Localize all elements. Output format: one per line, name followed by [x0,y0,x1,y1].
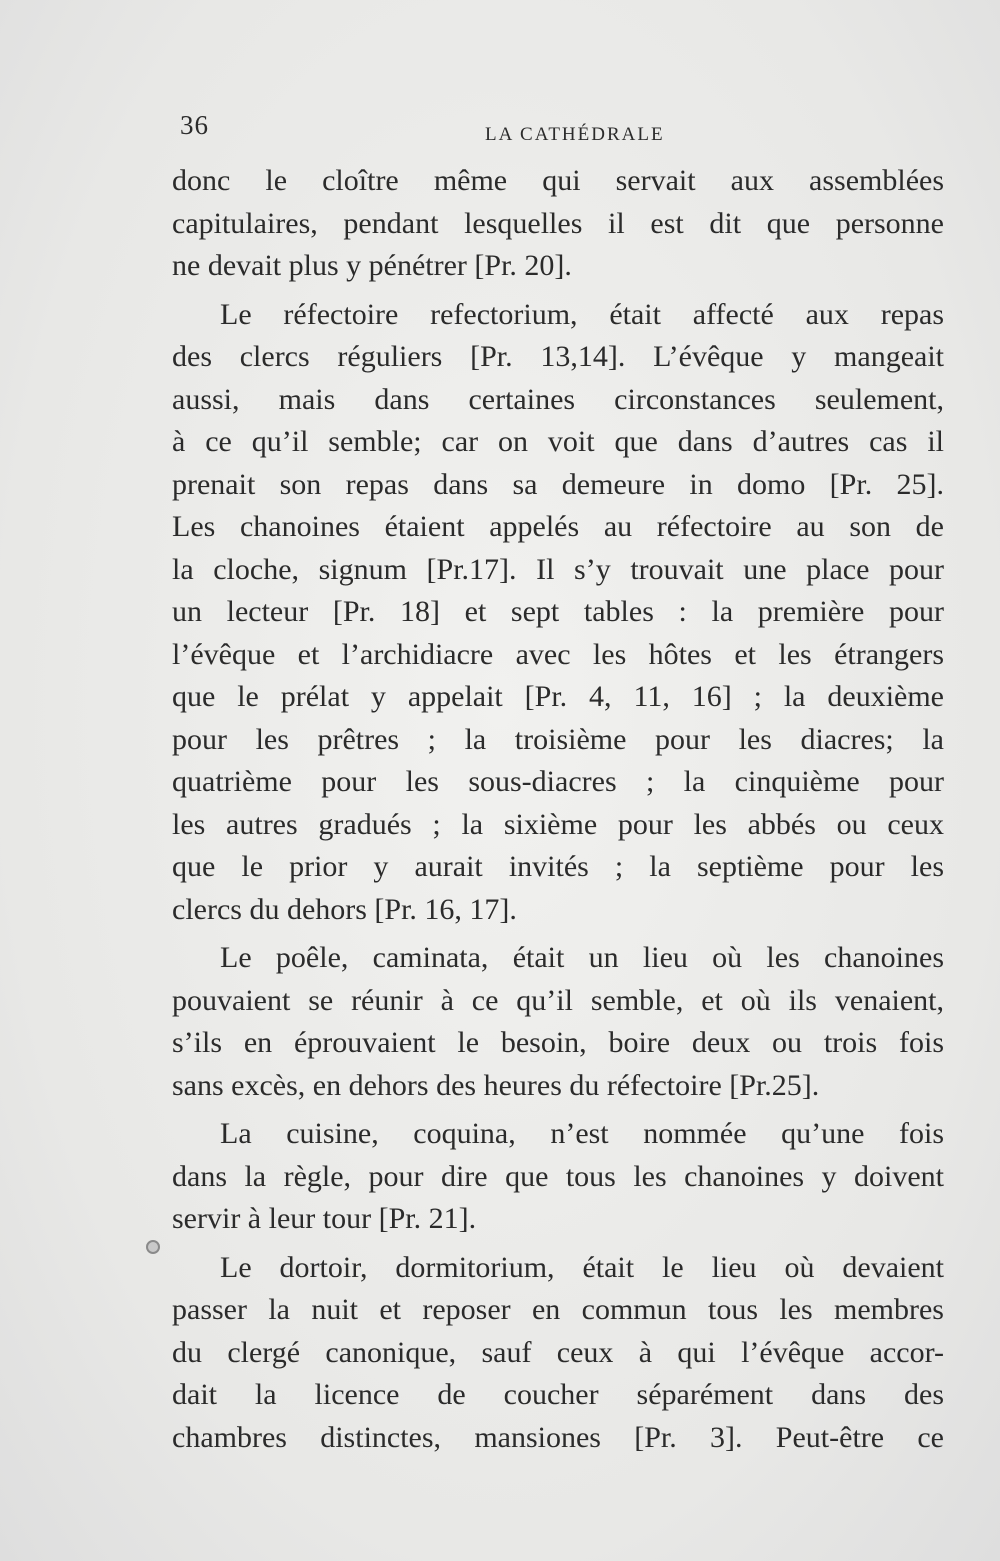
text-line: s’ils en éprouvaient le besoin, boire deux ou trois fois [172,1026,944,1059]
text-line: passer la nuit et reposer en commun tous les membres [172,1293,944,1326]
text-line: La cuisine, coquina, n’est nommée qu’une fois [220,1117,944,1150]
body-text [172,160,944,1465]
text-line: servir à leur tour [Pr. 21]. [172,1202,477,1235]
text-line: Le réfectoire refectorium, était affecté aux repas [220,297,944,331]
text-line: clercs du dehors [Pr. 16, 17]. [172,892,517,926]
text-line: à ce qu’il semble; car on voit que dans d’autres cas il [172,425,944,458]
text-line: prenait son repas dans sa demeure in domo [Pr. 25]. [172,467,944,501]
text-line: dait la licence de coucher séparément dans des [172,1378,944,1411]
margin-dot-mark [146,1240,160,1254]
text-line: que le prior y aurait invités ; la septième pour les [172,850,944,883]
page-number: 36 [180,110,209,140]
text-line: Les chanoines étaient appelés au réfectoire au son de [172,510,944,543]
text-line: pouvaient se réunir à ce qu’il semble, et où ils venaient, [172,983,944,1017]
paragraph-cuisine [172,1113,944,1241]
text-line: que le prélat y appelait [Pr. 4, 11, 16] ; la deuxième [172,680,944,713]
text-line: ne devait plus y pénétrer [Pr. 20]. [172,249,572,282]
paragraph-dortoir [172,1247,944,1460]
text-line: aussi, mais dans certaines circonstances seulement, [172,382,944,416]
text-line: sans excès, en dehors des heures du réfectoire [Pr.25]. [172,1068,820,1102]
text-line: les autres gradués ; la sixième pour les abbés ou ceux [172,807,944,841]
page-header [180,110,940,150]
text-line: l’évêque et l’archidiacre avec les hôtes et les étrangers [172,637,944,671]
text-line: un lecteur [Pr. 18] et sept tables : la première pour [172,595,944,628]
running-head: LA CATHÉDRALE [485,124,665,145]
text-line: des clercs réguliers [Pr. 13,14]. L’évêque y mangeait [172,340,944,373]
text-line: chambres distinctes, mansiones [Pr. 3]. Peut-être ce [172,1420,944,1454]
text-line: Le dortoir, dormitorium, était le lieu où devaient [220,1250,944,1284]
paragraph-poele [172,937,944,1107]
paragraph-cloitre-continuation [172,160,944,288]
text-line: la cloche, signum [Pr.17]. Il s’y trouvait une place pour [172,552,944,586]
text-line: donc le cloître même qui servait aux assemblées [172,164,944,197]
text-line: dans la règle, pour dire que tous les chanoines y doivent [172,1159,944,1193]
paragraph-refectoire [172,294,944,932]
text-line: du clergé canonique, sauf ceux à qui l’évêque accor- [172,1335,944,1369]
text-line: Le poêle, caminata, était un lieu où les chanoines [220,941,944,974]
text-line: pour les prêtres ; la troisième pour les diacres; la [172,722,944,756]
text-line: quatrième pour les sous-diacres ; la cinquième pour [172,765,944,798]
text-line: capitulaires, pendant lesquelles il est dit que personne [172,206,944,240]
